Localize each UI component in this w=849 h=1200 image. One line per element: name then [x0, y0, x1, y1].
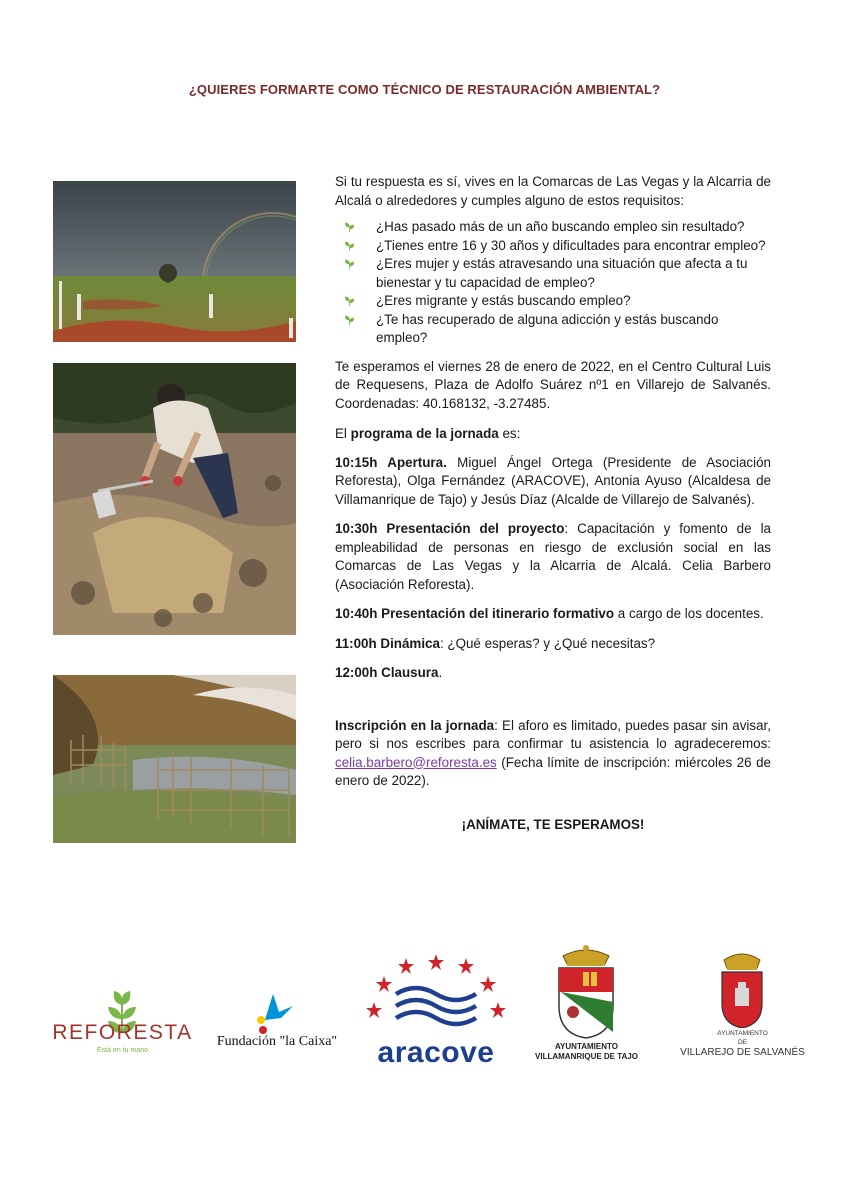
- call-to-action: ¡ANÍMATE, TE ESPERAMOS!: [461, 817, 645, 832]
- caixa-star-icon: [213, 990, 341, 1036]
- photo-fenced-saplings: [53, 675, 296, 843]
- villarejo-logo: [680, 948, 805, 1063]
- villarejo-line3: VILLAREJO DE SALVANÉS: [680, 1047, 805, 1058]
- list-item: [335, 237, 771, 256]
- program-item-time: 10:15h Apertura.: [335, 454, 447, 470]
- program-item: [335, 520, 771, 594]
- program-intro: El programa de la jornada es:: [335, 426, 521, 441]
- villamanrique-logo: [523, 942, 650, 1070]
- photo-field-rainbow: [53, 181, 296, 342]
- event-details: Te esperamos el viernes 28 de enero de 2022, en el Centro Cultural Luis de Requesens, Plaza de Adolfo Suárez nº1 en Villarejo de Salvanés. Coordenadas: 40.168132, -3.27485.: [335, 358, 771, 411]
- aracove-emblem-icon: [366, 952, 506, 1042]
- intro-text: Si tu respuesta es sí, vives en la Comarcas de Las Vegas y la Alcarria de Alcalá o alrededores y cumples alguno de estos requisitos:: [335, 174, 771, 208]
- requirement-text: ¿Tienes entre 16 y 30 años y dificultades para encontrar empleo?: [376, 237, 766, 253]
- list-item: [335, 311, 771, 348]
- caixa-name: Fundación "la Caixa": [216, 1034, 338, 1049]
- villarejo-line1: AYUNTAMIENTO: [717, 1030, 768, 1037]
- reforesta-logo: [50, 985, 195, 1075]
- photo-man-digging: [53, 363, 296, 635]
- reforesta-tagline: Está en tu mano: [97, 1047, 148, 1054]
- program-item-time: 10:40h Presentación del itinerario formativo: [335, 606, 615, 621]
- program-item-text: .: [438, 665, 443, 680]
- program-item-time: 11:00h Dinámica: [335, 635, 440, 651]
- page-title: ¿QUIERES FORMARTE COMO TÉCNICO DE RESTAURACIÓN AMBIENTAL?: [188, 82, 661, 97]
- requirement-text: ¿Eres migrante y estás buscando empleo?: [376, 293, 631, 308]
- list-item: [335, 218, 771, 237]
- program-item-text: : Capacitación y fomento de la empleabilidad de personas en riesgo de exclusión social en las Comarcas de Las Vegas y la Alcarria de Alcalá. Celia Barbero (Asociación Reforesta).: [335, 521, 771, 592]
- program-item-time: 10:30h Presentación del proyecto: [335, 521, 565, 536]
- villamanrique-line1: AYUNTAMIENTO: [555, 1042, 618, 1051]
- program-item-text: Miguel Ángel Ortega (Presidente de Asociación Reforesta), Olga Fernández (ARACOVE), Antonia Ayuso (Alcaldesa de Villamanrique de Tajo) y Jesús Díaz (Alcalde de Villarejo de Salvanés).: [335, 454, 771, 507]
- leaf-bullet-icon: [344, 259, 355, 270]
- program-item-text: : ¿Qué esperas? y ¿Qué necesitas?: [439, 635, 656, 651]
- program-item: [335, 664, 771, 683]
- shield-icon: [680, 948, 805, 1028]
- requirement-text: ¿Eres mujer y estás atravesando una situación que afecta a tu bienestar y tu capacidad de empleo?: [376, 256, 748, 290]
- program-item: [335, 605, 771, 624]
- program-item: [335, 635, 771, 654]
- leaf-bullet-icon: [344, 222, 355, 233]
- program-item-text: a cargo de los docentes.: [614, 606, 764, 621]
- reforesta-name: REFORESTA: [52, 1021, 193, 1044]
- aracove-logo: [366, 952, 506, 1070]
- requirement-text: ¿Te has recuperado de alguna adicción y estás buscando empleo?: [376, 311, 719, 345]
- list-item: [335, 255, 771, 292]
- program-item-time: 12:00h Clausura: [335, 665, 439, 680]
- list-item: [335, 292, 771, 311]
- main-content: [335, 173, 771, 791]
- sponsor-logos: [0, 940, 849, 1080]
- email-link[interactable]: celia.barbero@reforesta.es: [335, 754, 497, 770]
- program-item: [335, 454, 771, 510]
- aracove-name: aracove: [377, 1036, 495, 1069]
- registration-info: Inscripción en la jornada: El aforo es limitado, puedes pasar sin avisar, pero si nos escribes para confirmar tu asistencia lo agradeceremos: celia.barbero@reforesta.es (Fecha límite de inscripción: miércoles 26 de enero de 2022).: [335, 717, 771, 788]
- leaf-bullet-icon: [344, 296, 355, 307]
- leaf-bullet-icon: [344, 241, 355, 252]
- villarejo-line2: DE: [737, 1039, 748, 1046]
- leaf-bullet-icon: [344, 315, 355, 326]
- requirement-text: ¿Has pasado más de un año buscando empleo sin resultado?: [376, 219, 745, 234]
- coat-of-arms-icon: [523, 942, 650, 1042]
- requirements-list: [335, 218, 771, 348]
- villamanrique-line2: VILLAMANRIQUE DE TAJO: [535, 1052, 638, 1061]
- caixa-logo: [213, 990, 341, 1065]
- registration-label: Inscripción en la jornada: [335, 717, 495, 733]
